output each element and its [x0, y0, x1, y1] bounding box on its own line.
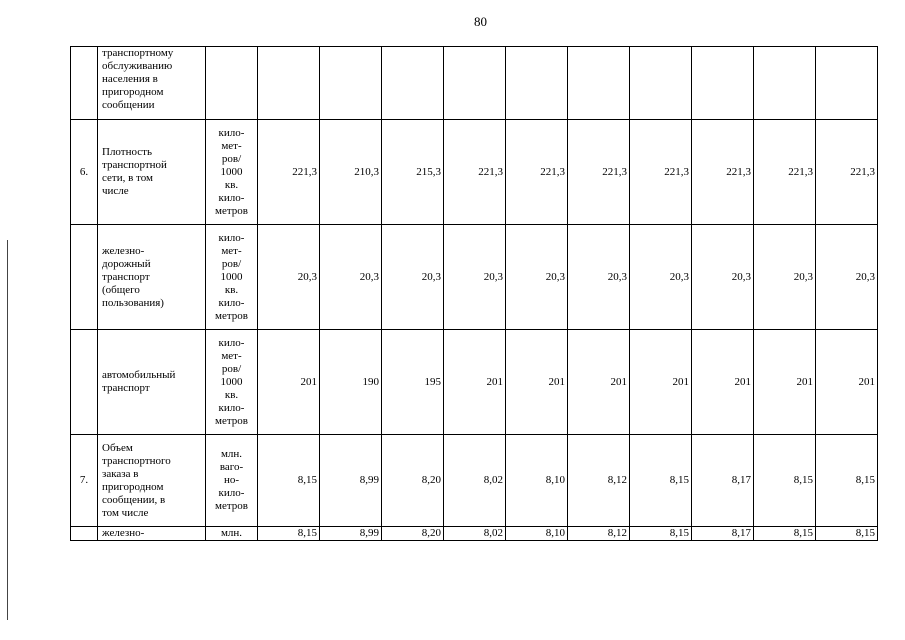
indicator-name-cell: железно-	[98, 527, 206, 541]
unit-cell: кило- мет- ров/ 1000 кв. кило- метров	[206, 225, 258, 330]
unit-cell: млн. ваго- но- кило- метров	[206, 435, 258, 527]
value-cell: 221,3	[692, 120, 754, 225]
value-cell: 8,15	[258, 435, 320, 527]
value-cell: 201	[754, 330, 816, 435]
value-cell	[320, 47, 382, 120]
indicator-name-cell: железно- дорожный транспорт (общего пользования)	[98, 225, 206, 330]
scan-margin-line	[7, 240, 8, 620]
value-cell: 20,3	[320, 225, 382, 330]
row-number-cell	[71, 47, 98, 120]
value-cell	[258, 47, 320, 120]
value-cell: 201	[692, 330, 754, 435]
value-cell: 201	[816, 330, 878, 435]
value-cell: 8,17	[692, 435, 754, 527]
indicator-name-cell: Плотность транспортной сети, в том числе	[98, 120, 206, 225]
value-cell: 20,3	[506, 225, 568, 330]
value-cell: 8,15	[754, 527, 816, 541]
indicator-name-cell: Объем транспортного заказа в пригородном сообщении, в том числе	[98, 435, 206, 527]
row-number-cell: 7.	[71, 435, 98, 527]
indicator-name-cell: транспортному обслуживанию населения в пригородном сообщении	[98, 47, 206, 120]
value-cell	[692, 47, 754, 120]
value-cell: 20,3	[816, 225, 878, 330]
value-cell: 20,3	[382, 225, 444, 330]
unit-cell: кило- мет- ров/ 1000 кв. кило- метров	[206, 120, 258, 225]
value-cell: 210,3	[320, 120, 382, 225]
value-cell: 190	[320, 330, 382, 435]
value-cell	[816, 47, 878, 120]
table-row	[71, 435, 878, 527]
value-cell: 8,20	[382, 527, 444, 541]
value-cell: 8,99	[320, 527, 382, 541]
value-cell: 8,02	[444, 527, 506, 541]
value-cell: 8,15	[816, 527, 878, 541]
value-cell: 215,3	[382, 120, 444, 225]
value-cell: 20,3	[444, 225, 506, 330]
value-cell: 8,20	[382, 435, 444, 527]
page-number: 80	[474, 14, 487, 29]
value-cell: 221,3	[506, 120, 568, 225]
unit-cell: кило- мет- ров/ 1000 кв. кило- метров	[206, 330, 258, 435]
value-cell: 201	[444, 330, 506, 435]
value-cell: 221,3	[630, 120, 692, 225]
value-cell: 8,15	[258, 527, 320, 541]
value-cell	[754, 47, 816, 120]
row-number-cell	[71, 330, 98, 435]
table-row	[71, 527, 878, 541]
value-cell	[382, 47, 444, 120]
value-cell: 20,3	[630, 225, 692, 330]
row-number-cell	[71, 527, 98, 541]
value-cell: 201	[630, 330, 692, 435]
value-cell	[506, 47, 568, 120]
unit-cell: млн.	[206, 527, 258, 541]
value-cell: 8,15	[754, 435, 816, 527]
table-row	[71, 47, 878, 120]
value-cell: 8,10	[506, 435, 568, 527]
value-cell: 8,02	[444, 435, 506, 527]
value-cell: 8,99	[320, 435, 382, 527]
value-cell: 20,3	[754, 225, 816, 330]
value-cell: 221,3	[568, 120, 630, 225]
table-body	[71, 47, 878, 541]
value-cell: 195	[382, 330, 444, 435]
value-cell: 20,3	[692, 225, 754, 330]
value-cell	[444, 47, 506, 120]
value-cell: 8,15	[816, 435, 878, 527]
value-cell: 221,3	[444, 120, 506, 225]
value-cell: 201	[568, 330, 630, 435]
value-cell	[568, 47, 630, 120]
value-cell: 8,10	[506, 527, 568, 541]
table-row	[71, 330, 878, 435]
value-cell: 20,3	[258, 225, 320, 330]
value-cell: 221,3	[816, 120, 878, 225]
indicators-table	[70, 46, 878, 541]
row-number-cell	[71, 225, 98, 330]
value-cell: 8,15	[630, 527, 692, 541]
table-row	[71, 225, 878, 330]
value-cell: 8,12	[568, 527, 630, 541]
value-cell: 8,17	[692, 527, 754, 541]
value-cell: 8,15	[630, 435, 692, 527]
unit-cell	[206, 47, 258, 120]
value-cell: 201	[258, 330, 320, 435]
value-cell: 221,3	[754, 120, 816, 225]
indicator-name-cell: автомобильный транспорт	[98, 330, 206, 435]
table-row	[71, 120, 878, 225]
value-cell: 8,12	[568, 435, 630, 527]
value-cell: 221,3	[258, 120, 320, 225]
value-cell: 201	[506, 330, 568, 435]
row-number-cell: 6.	[71, 120, 98, 225]
value-cell	[630, 47, 692, 120]
value-cell: 20,3	[568, 225, 630, 330]
